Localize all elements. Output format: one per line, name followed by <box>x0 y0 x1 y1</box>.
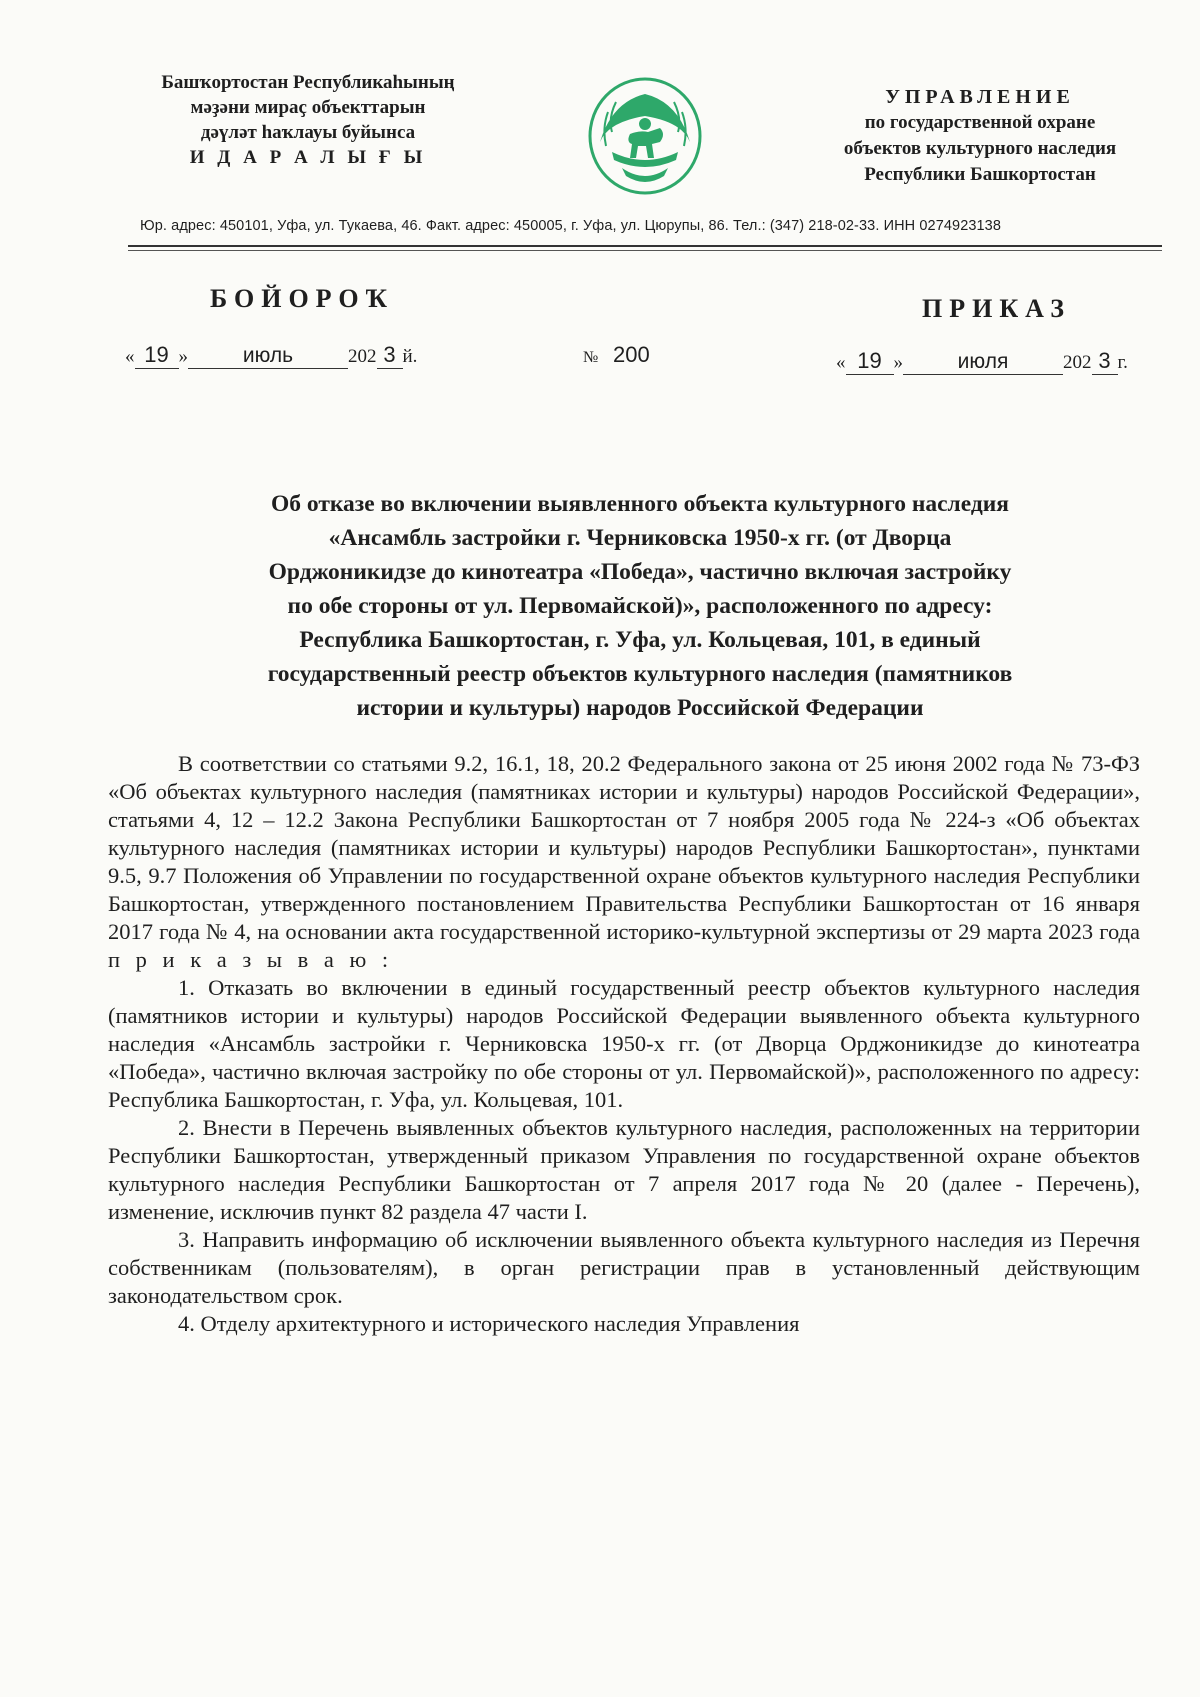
number-value: 200 <box>613 342 650 367</box>
header-bashkir-line-4: И Д А Р А Л Ы Ғ Ы <box>189 147 427 168</box>
date-left-month: июль <box>188 344 348 369</box>
bashkortostan-emblem-icon <box>582 72 708 202</box>
number-sign: № <box>583 349 599 366</box>
title-line-2: «Ансамбль застройки г. Черниковска 1950-х гг. (от Дворца <box>328 525 952 551</box>
prikazyvayu-word: п р и к а з ы в а ю : <box>108 947 394 972</box>
order-item-4: 4. Отделу архитектурного и исторического наследия Управления <box>178 1311 800 1336</box>
header-bashkir-line-2: мәҙәни мираҫ объекттарын <box>190 97 426 118</box>
title-line-1: Об отказе во включении выявленного объекта культурного наследия <box>270 491 1010 517</box>
header-rule-thick <box>128 245 1162 247</box>
date-right-year-digit: 3 <box>1092 348 1118 375</box>
order-item-2: 2. Внести в Перечень выявленных объектов культурного наследия, расположенных на территории Республики Башкортостан, утвержденный приказом Управления по государственной охране объектов культурного наследия Республики Башкортостан от 7 апреля 2017 года № 20 (далее - Перечень), изменение, исключив пункт 82 раздела 47 части I. <box>108 1115 1140 1224</box>
header-russian-line-3: объектов культурного наследия <box>843 138 1117 159</box>
document-title <box>120 487 1160 725</box>
title-line-7: истории и культуры) народов Российской Федерации <box>356 695 924 721</box>
date-line-right <box>836 348 1128 375</box>
date-left-year-digit: 3 <box>377 342 403 369</box>
order-title-bashkir: БОЙОРОҠ <box>210 284 395 313</box>
date-right-open-quote: « <box>836 352 846 373</box>
header-bashkir-block <box>118 70 498 170</box>
date-right-suffix: г. <box>1117 352 1128 373</box>
order-item-3: 3. Направить информацию об исключении выявленного объекта культурного наследия из Перечня собственникам (пользователям), в орган регистрации прав в установленный действующим законодательством срок. <box>108 1227 1140 1308</box>
date-left-day: 19 <box>135 342 179 369</box>
title-line-3: Орджоникидзе до кинотеатра «Победа», частично включая застройку <box>268 559 1012 585</box>
header-bashkir-line-1: Башҡортостан Республикаһының <box>161 72 455 93</box>
date-line-left <box>125 342 417 369</box>
header-bashkir-line-3: дәүләт һаҡлауы буйынса <box>200 122 416 143</box>
order-title-russian: ПРИКАЗ <box>922 294 1072 323</box>
header-russian-line-2: по государственной охране <box>864 112 1096 133</box>
date-right-close-quote: » <box>893 352 903 373</box>
preamble-paragraph <box>108 750 1140 974</box>
header-russian-line-1: УПРАВЛЕНИЕ <box>885 86 1075 108</box>
order-item-1: 1. Отказать во включении в единый государственный реестр объектов культурного наследия (памятников истории и культуры) народов Российской Федерации выявленного объекта культурного наследия «Ансамбль застройки г. Черниковска 1950-х гг. (от Дворца Орджоникидзе до кинотеатра «Победа», частично включая застройку по обе стороны от ул. Первомайской)», расположенного по адресу: Республика Башкортостан, г. Уфа, ул. Кольцевая, 101. <box>108 975 1140 1112</box>
date-left-open-quote: « <box>125 346 135 367</box>
title-line-5: Республика Башкортостан, г. Уфа, ул. Кольцевая, 101, в единый <box>299 627 981 653</box>
date-left-year-prefix: 202 <box>348 346 377 367</box>
header-rule-thin <box>128 250 1162 251</box>
preamble-text: В соответствии со статьями 9.2, 16.1, 18, 20.2 Федерального закона от 25 июня 2002 года № 73-ФЗ «Об объектах культурного наследия (памятниках истории и культуры) народов Российской Федерации», статьями 4, 12 – 12.2 Закона Республики Башкортостан от 7 ноября 2005 года № 224-з «Об объектах культурного наследия (памятниках истории и культуры) народов Республики Башкортостан», пунктами 9.5, 9.7 Положения об Управлении по государственной охране объектов культурного наследия Республики Башкортостан, утвержденного постановлением Правительства Республики Башкортостан от 16 января 2017 года № 4, на основании акта государственной историко-культурной экспертизы от 29 марта 2023 года <box>108 751 1140 944</box>
title-line-6: государственный реестр объектов культурного наследия (памятников <box>267 661 1013 687</box>
header-address: Юр. адрес: 450101, Уфа, ул. Тукаева, 46. Факт. адрес: 450005, г. Уфа, ул. Цюрупы, 86. Тел.: (347) 218-02-33. ИНН 0274923138 <box>140 218 1002 234</box>
order-number <box>583 342 650 368</box>
header-russian-block <box>800 84 1160 188</box>
date-right-day: 19 <box>846 348 894 375</box>
header-russian-line-4: Республики Башкортостан <box>864 164 1096 185</box>
date-left-suffix: й. <box>402 346 418 367</box>
date-left-close-quote: » <box>178 346 188 367</box>
title-line-4: по обе стороны от ул. Первомайской)», расположенного по адресу: <box>287 593 993 619</box>
document-body <box>108 750 1140 1338</box>
date-right-year-prefix: 202 <box>1063 352 1092 373</box>
date-right-month: июля <box>903 350 1063 375</box>
